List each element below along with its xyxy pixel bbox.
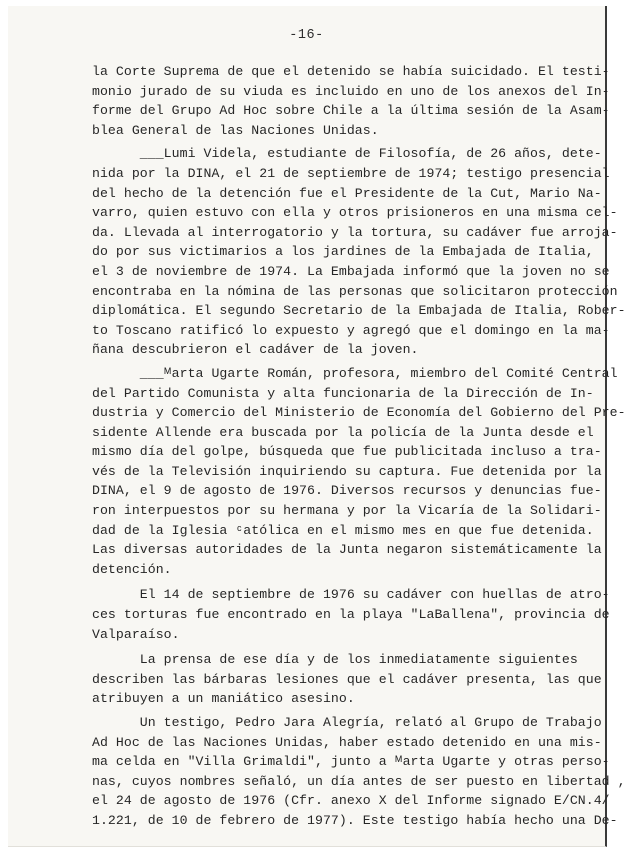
text-line: varro, quien estuvo con ella y otros prisioneros en una misma cel-	[92, 205, 618, 221]
paragraph	[92, 713, 626, 831]
document-body	[92, 62, 626, 831]
text-line: monio jurado de su viuda es incluido en uno de los anexos del In-	[92, 83, 610, 99]
text-line: ___Lumi Videla, estudiante de Filosofía, de 26 años, dete-	[92, 146, 602, 162]
text-line: to Toscano ratificó lo expuesto y agregó que el domingo en la ma-	[92, 322, 610, 338]
text-line: do por sus victimarios a los jardines de la Embajada de Italia,	[92, 244, 594, 260]
paragraph	[92, 62, 610, 140]
text-line: el 24 de agosto de 1976 (Cfr. anexo X del Informe signado E/CN.4/	[92, 793, 610, 809]
text-line: del hecho de la detención fue el Presidente de la Cut, Mario Na-	[92, 185, 602, 201]
text-line: 1.221, de 10 de febrero de 1977). Este testigo había hecho una De-	[92, 812, 618, 828]
paragraph	[92, 650, 602, 709]
text-line: ces torturas fue encontrado en la playa "LaBallena", provincia de	[92, 607, 610, 623]
text-line: nida por la DINA, el 21 de septiembre de 1974; testigo presencial	[92, 165, 610, 181]
text-line: Ad Hoc de las Naciones Unidas, haber estado detenido en una mis-	[92, 734, 602, 750]
text-line: atribuyen a un maniático asesino.	[92, 691, 355, 707]
text-line: del Partido Comunista y alta funcionaria de la Dirección de In-	[92, 385, 594, 401]
text-line: blea General de las Naciones Unidas.	[92, 122, 379, 138]
document-page	[8, 6, 626, 847]
text-line: la Corte Suprema de que el detenido se había suicidado. El testi-	[92, 64, 610, 79]
text-line: nas, cuyos nombres señaló, un día antes de ser puesto en libertad ,	[92, 773, 626, 789]
text-line: dustria y Comercio del Ministerio de Economía del Gobierno del Pre-	[92, 405, 626, 421]
text-line: el 3 de noviembre de 1974. La Embajada informó que la joven no se	[92, 263, 610, 279]
text-line: El 14 de septiembre de 1976 su cadáver con huellas de atro-	[92, 587, 610, 603]
text-line: describen las bárbaras lesiones que el cadáver presenta, las que	[92, 671, 602, 687]
text-line: diplomática. El segundo Secretario de la Embajada de Italia, Rober-	[92, 303, 626, 319]
page-number: -16-	[289, 28, 324, 43]
text-line: Valparaíso.	[92, 626, 180, 642]
text-line: mismo día del golpe, búsqueda que fue publicitada incluso a tra-	[92, 444, 602, 460]
text-line: dad de la Iglesia ᶜatólica en el mismo mes en que fue detenida.	[92, 522, 594, 538]
text-line: ron interpuestos por su hermana y por la Vicaría de la Solidari-	[92, 503, 602, 519]
text-line: da. Llevada al interrogatorio y la tortura, su cadáver fue arroja-	[92, 224, 618, 240]
text-line: ñana descubrieron el cadáver de la joven.	[92, 342, 419, 358]
paragraph	[92, 364, 626, 580]
text-line: ___ᴹarta Ugarte Román, profesora, miembro del Comité Central	[92, 365, 618, 381]
text-line: DINA, el 9 de agosto de 1976. Diversos recursos y denuncias fue-	[92, 483, 602, 499]
text-line: encontraba en la nómina de las personas que solicitaron protección	[92, 283, 618, 299]
text-line: ma celda en "Villa Grimaldi", junto a ᴹarta Ugarte y otras perso-	[92, 754, 610, 770]
text-line: Un testigo, Pedro Jara Alegría, relató al Grupo de Trabajo	[92, 715, 602, 730]
paragraph	[92, 585, 610, 644]
text-line: vés de la Televisión inquiriendo su captura. Fue detenida por la	[92, 463, 602, 479]
text-line: sidente Allende era buscada por la policía de la Junta desde el	[92, 424, 594, 440]
text-line: forme del Grupo Ad Hoc sobre Chile a la última sesión de la Asam-	[92, 103, 610, 119]
paragraph	[92, 144, 626, 360]
text-line: Las diversas autoridades de la Junta negaron sistemáticamente la	[92, 542, 602, 558]
text-line: detención.	[92, 561, 172, 577]
text-line: La prensa de ese día y de los inmediatamente siguientes	[92, 652, 578, 668]
